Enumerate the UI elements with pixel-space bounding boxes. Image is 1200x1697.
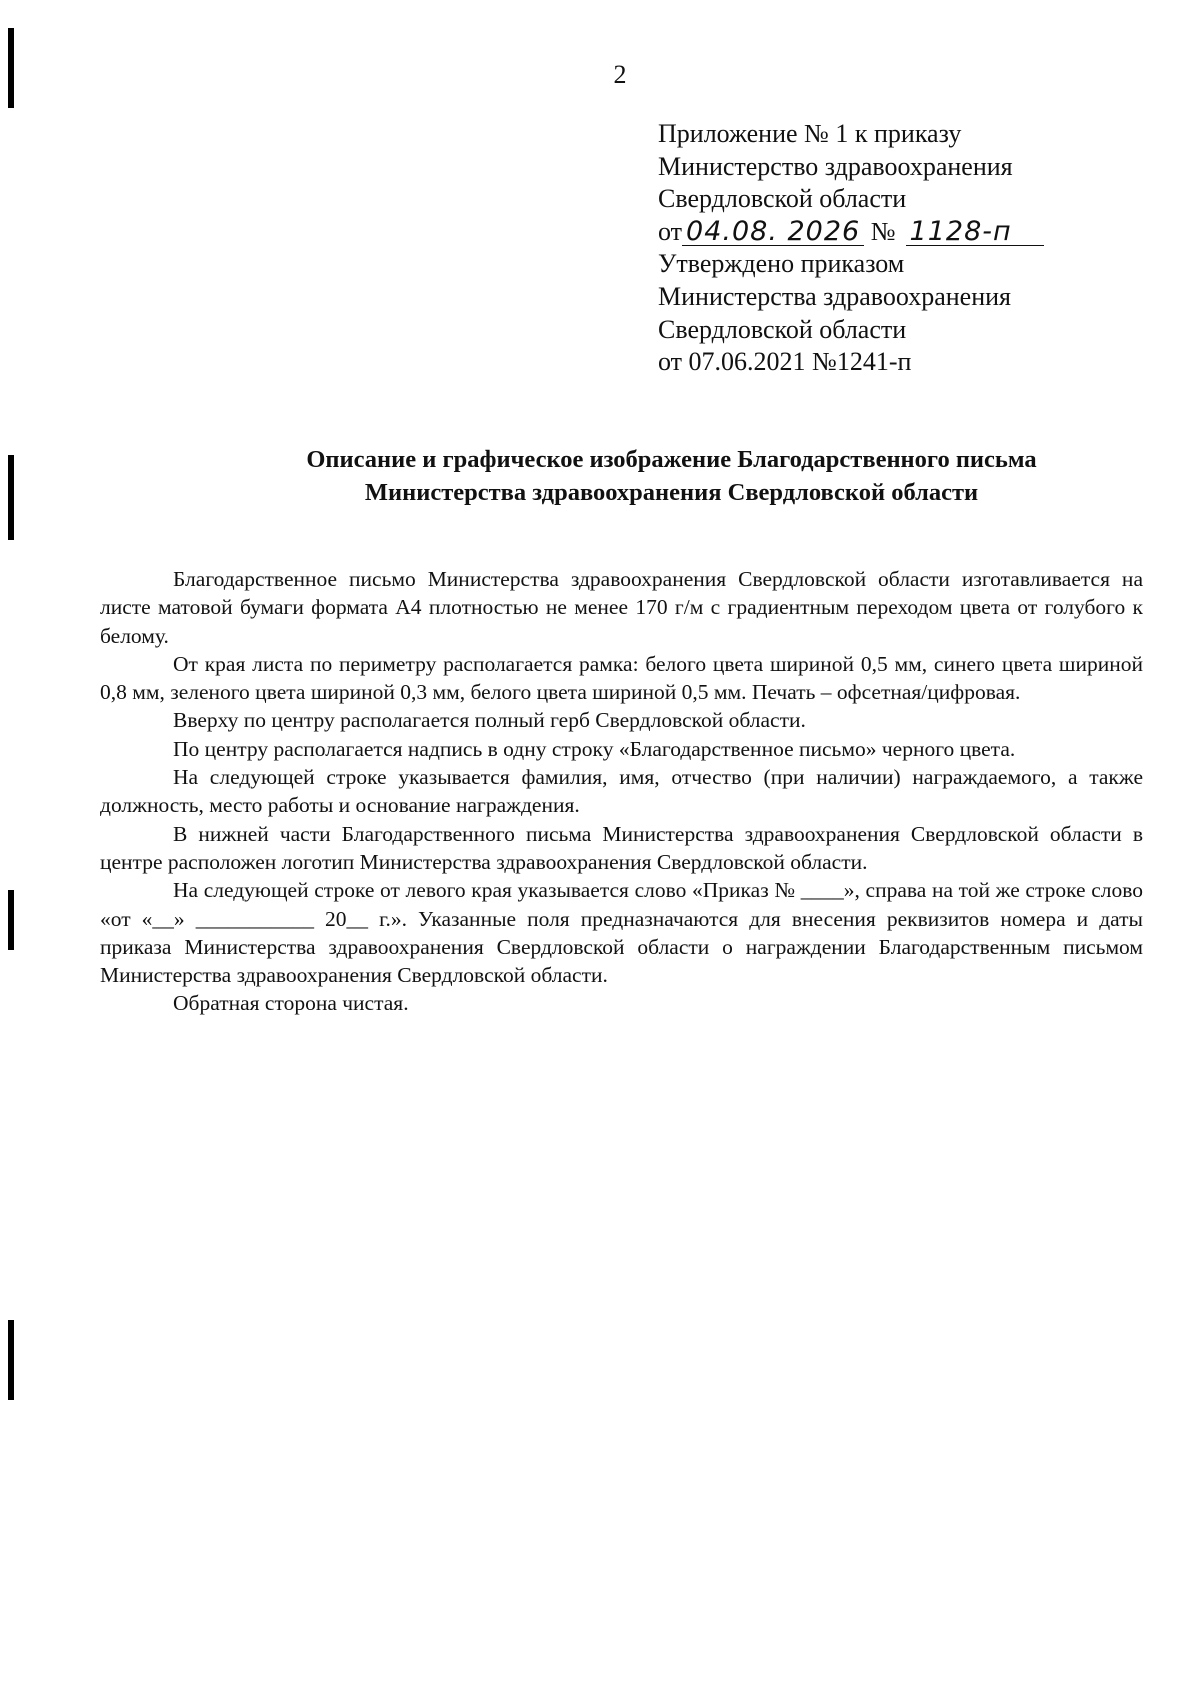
- title-line: Описание и графическое изображение Благодарственного письма: [306, 446, 1037, 473]
- body-paragraph: На следующей строке от левого края указывается слово «Приказ № ____», справа на той же строке слово «от «__» ___________ 20__ г.». Указанные поля предназначаются для внесения реквизитов номера и даты приказа Министерства здравоохранения Свердловской области о награждении Благодарственным письмом Министерства здравоохранения Свердловской области.: [100, 878, 1143, 988]
- body-paragraph: На следующей строке указывается фамилия, имя, отчество (при наличии) награждаемого, а также должность, место работы и основание награждения.: [100, 765, 1143, 818]
- appendix-block: [658, 118, 1118, 379]
- handwritten-number: 1128-п: [906, 219, 1044, 246]
- body-paragraph: От края листа по периметру располагается рамка: белого цвета шириной 0,5 мм, синего цвета шириной 0,8 мм, зеленого цвета шириной 0,3 мм, белого цвета шириной 0,5 мм. Печать – офсетная/цифровая.: [100, 651, 1143, 705]
- number-prefix: №: [870, 216, 896, 246]
- handwritten-date: 04.08. 2026: [682, 219, 864, 246]
- body-paragraph: Обратная сторона чистая.: [173, 991, 409, 1016]
- title-line: Министерства здравоохранения Свердловской области: [364, 479, 979, 506]
- approved-line: Министерства здравоохранения: [658, 281, 1011, 311]
- scan-edge-mark: [8, 1320, 14, 1400]
- approved-line: Свердловской области: [658, 314, 907, 344]
- scan-edge-mark: [8, 890, 14, 950]
- body-paragraph: Благодарственное письмо Министерства здравоохранения Свердловской области изготавливается на листе матовой бумаги формата А4 плотностью не менее 170 г/м с градиентным переходом цвета от голубого к белому.: [100, 567, 1143, 648]
- body-paragraph: Вверху по центру располагается полный герб Свердловской области.: [173, 708, 806, 733]
- document-body: [100, 565, 1143, 1018]
- document-title: [100, 443, 1200, 509]
- body-paragraph: В нижней части Благодарственного письма Министерства здравоохранения Свердловской области в центре расположен логотип Министерства здравоохранения Свердловской области.: [100, 821, 1143, 874]
- date-prefix: от: [658, 216, 683, 246]
- scan-edge-mark: [8, 455, 14, 540]
- body-paragraph: По центру располагается надпись в одну строку «Благодарственное письмо» черного цвета.: [173, 736, 1016, 761]
- page-number: 2: [613, 60, 627, 89]
- appendix-line: Приложение № 1 к приказу: [658, 119, 962, 148]
- appendix-line: Министерство здравоохранения: [658, 151, 1013, 181]
- order-date-number-line: [658, 216, 1118, 249]
- approved-line: от 07.06.2021 №1241-п: [658, 347, 912, 377]
- appendix-line: Свердловской области: [658, 184, 907, 214]
- approved-line: Утверждено приказом: [658, 249, 905, 279]
